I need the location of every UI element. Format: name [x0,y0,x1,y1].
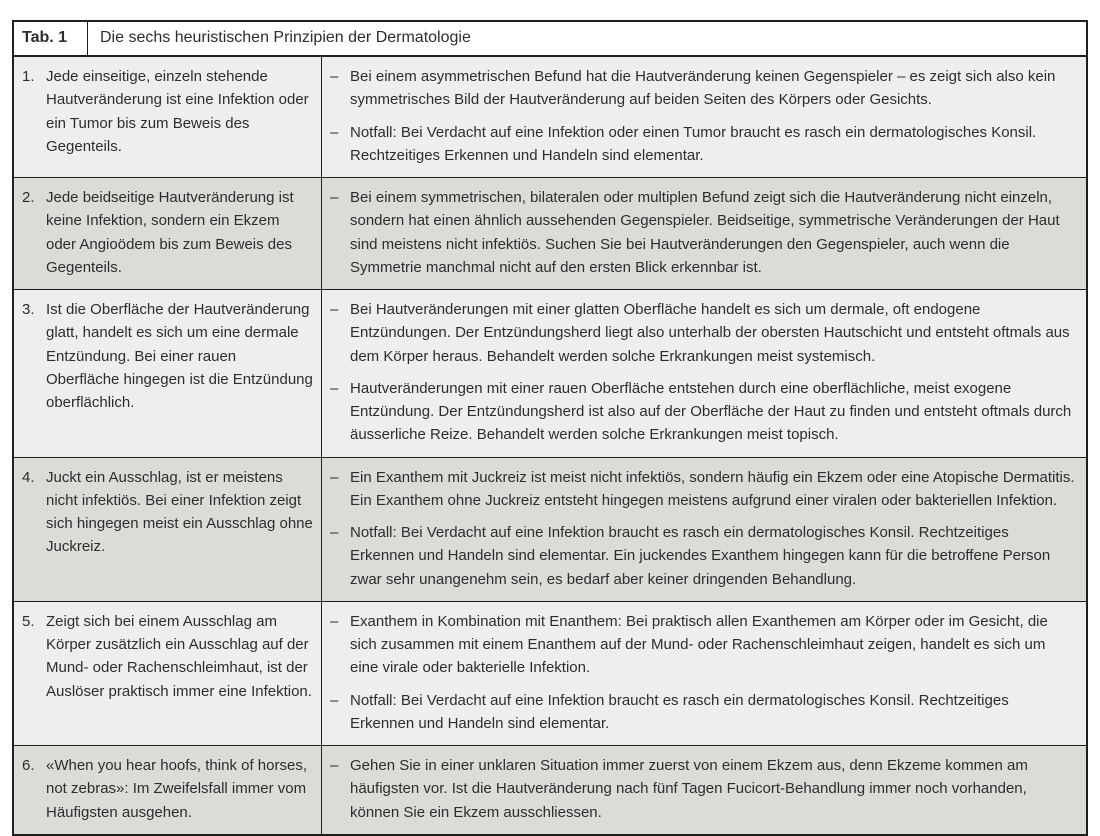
bullet-dash: – [330,123,339,141]
explanation-cell-5 [322,602,1086,745]
point-text: Bei einem asymmetrischen Befund hat die Hautveränderung keinen Gegenspieler – es zeigt sich also kein symmetrisches Bild der Hautveränderung auf beiden Seiten des Körpers oder Gesichts. [350,68,1056,109]
table-row-4 [14,457,1086,601]
point-text: Bei einem symmetrischen, bilateralen oder multiplen Befund zeigt sich die Hautveränderung nicht einzeln, sondern hat einen ähnlich aussehenden Gegenspieler. Beidseitige, symmetrische Veränderungen der Haut sind meistens nicht infektiös. Suchen Sie bei Hautveränderungen den Gegenspieler, auch wenn die Symmetrie manchmal nicht auf den ersten Blick erkennbar ist. [350,189,1060,276]
explanation-cell-1 [322,57,1086,177]
point-text: Exanthem in Kombination mit Enanthem: Bei praktisch allen Exanthemen am Körper oder im Gesicht, die sich zusammen mit einem Enanthem auf der Mund- oder Rachenschleimhaut zeigen, handelt es sich um eine virale oder bakterielle Infektion. [350,612,1048,677]
principle-text: «When you hear hoofs, think of horses, not zebras»: Im Zweifelsfall immer vom Häufigsten ausgehen. [46,757,307,821]
principle-text: Ist die Oberfläche der Hautveränderung glatt, handelt es sich um eine dermale Entzündung. Bei einer rauen Oberfläche hingegen ist die Entzündung oberflächlich. [46,301,313,411]
explanation-cell-3 [322,290,1086,457]
bullet-dash: – [330,524,339,541]
point-text: Notfall: Bei Verdacht auf eine Infektion braucht es rasch ein dermatologisches Konsil. Rechtzeitiges Erkennen und Handeln sind elementar. Ein juckendes Exanthem hingegen kann für die betroffene Person zwar sehr unangenehm sein, es bedarf aber keiner dringenden Behandlung. [350,524,1051,588]
principle-cell-4 [14,458,322,601]
bullet-dash: – [330,68,339,85]
principle-cell-1 [14,57,322,177]
point-text: Hautveränderungen mit einer rauen Oberfläche entstehen durch eine oberflächliche, meist exogene Entzündung. Der Entzündungsherd ist also auf der Oberfläche der Haut zu finden und entsteht oftmals durch äusserliche Reize. Behandelt werden solche Erkrankungen meist topisch. [350,379,1072,444]
point-text: Ein Exanthem mit Juckreiz ist meist nicht infektiös, sondern häufig ein Ekzem oder eine Atopische Dermatitis. Ein Exanthem ohne Juckreiz entsteht hingegen meistens aufgrund einer viralen oder bakteriellen Infektion. [350,468,1075,509]
principle-text: Jede einseitige, einzeln stehende Hautveränderung ist eine Infektion oder ein Tumor bis zum Beweis des Gegenteils. [46,68,309,155]
principle-cell-2 [14,178,322,289]
bullet-dash: – [330,757,339,774]
explanation-cell-6 [322,746,1086,834]
principle-cell-6 [14,746,322,834]
explanation-cell-2 [322,178,1086,289]
table-row-2 [14,177,1086,289]
bullet-dash: – [330,691,339,709]
principle-number: 4. [22,468,35,486]
principle-number: 6. [22,757,35,774]
table-header-row [14,22,1086,56]
principle-text: Jede beidseitige Hautveränderung ist keine Infektion, sondern ein Ekzem oder Angioödem bis zum Beweis des Gegenteils. [46,189,294,276]
principle-number: 2. [22,189,35,206]
point-text: Gehen Sie in einer unklaren Situation immer zuerst von einem Ekzem aus, denn Ekzeme kommen am häufigsten vor. Ist die Hautveränderung nach fünf Tagen Fucicort-Behandlung immer noch vorhanden, können Sie ein Ekzem ausschliessen. [350,757,1028,821]
principle-number: 1. [22,68,35,85]
dermatology-principles-table [12,20,1088,836]
table-row-3 [14,289,1086,457]
principle-text: Zeigt sich bei einem Ausschlag am Körper zusätzlich ein Ausschlag auf der Mund- oder Rachenschleimhaut, ist der Auslöser praktisch immer eine Infektion. [46,612,312,700]
principle-number: 3. [22,301,35,318]
point-text: Notfall: Bei Verdacht auf eine Infektion oder einen Tumor braucht es rasch ein dermatologisches Konsil. Rechtzeitiges Erkennen und Handeln sind elementar. [350,123,1037,164]
point-text: Bei Hautveränderungen mit einer glatten Oberfläche handelt es sich um dermale, oft endogene Entzündungen. Der Entzündungsherd liegt also unterhalb der obersten Hautschicht und entsteht oftmals aus dem Körper heraus. Behandelt werden solche Erkrankungen meist systemisch. [350,301,1070,365]
table-tag: Tab. 1 [14,22,88,55]
principle-text: Juckt ein Ausschlag, ist er meistens nicht infektiös. Bei einer Infektion zeigt sich hingegen meist ein Ausschlag ohne Juckreiz. [46,468,313,556]
bullet-dash: – [330,379,339,397]
principle-cell-5 [14,602,322,745]
explanation-cell-4 [322,458,1086,601]
principle-cell-3 [14,290,322,457]
table-row-5 [14,601,1086,745]
bullet-dash: – [330,189,339,206]
table-row-1 [14,56,1086,177]
point-text: Notfall: Bei Verdacht auf eine Infektion braucht es rasch ein dermatologisches Konsil. Rechtzeitiges Erkennen und Handeln sind elementar. [350,691,1009,732]
bullet-dash: – [330,468,339,486]
bullet-dash: – [330,301,339,318]
bullet-dash: – [330,612,339,630]
principle-number: 5. [22,612,35,630]
table-title: Die sechs heuristischen Prinzipien der Dermatologie [100,29,471,46]
table-row-6 [14,745,1086,834]
